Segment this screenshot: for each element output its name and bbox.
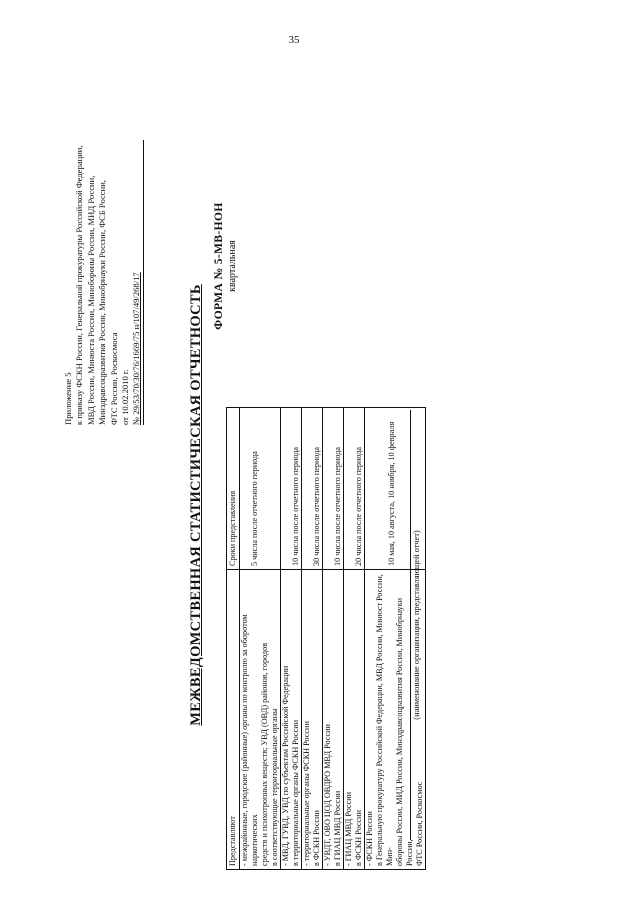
presenter-line: - ФСКН России xyxy=(365,811,374,866)
presenter-line: в ФСКН России xyxy=(312,810,321,866)
deadline-cell xyxy=(281,408,302,570)
deadline-text: 5 числа после отчетного периода xyxy=(250,451,259,566)
appendix-rule xyxy=(143,140,144,425)
presenter-line: - МВД, ГУВД, УВД по субъектам Российской Федерации xyxy=(281,665,290,866)
table-row xyxy=(302,408,323,870)
presenter-line: в Генеральную прокуратуру Российской Федерации, МВД России, Минюст России, Мин- xyxy=(375,574,394,866)
deadline-text: 10 числа после отчетного периода xyxy=(333,446,342,566)
deadline-text: 30 числа после отчетного периода xyxy=(312,446,321,566)
appendix-line: МВД России, Минюста России, Минобороны России, МИД России, xyxy=(85,175,96,425)
presenter-line: - территориальные органы ФСКН России xyxy=(302,721,311,866)
presenter-cell xyxy=(302,570,323,870)
document-title: МЕЖВЕДОМСТВЕННАЯ СТАТИСТИЧЕСКАЯ ОТЧЕТНОСТЬ xyxy=(188,284,204,726)
form-period: квартальная xyxy=(227,240,238,292)
form-block xyxy=(213,140,238,392)
reporting-table xyxy=(226,407,426,870)
presenter-line: - межрайонные, городские (районные) органы по контролю за оборотом наркотических xyxy=(240,614,259,866)
presenter-cell xyxy=(344,570,365,870)
appendix-line: Приложение 5 xyxy=(63,372,73,425)
presenter-cell xyxy=(323,570,344,870)
deadline-cell xyxy=(323,408,344,570)
deadline-cell xyxy=(344,408,365,570)
appendix-date: от 10.02.2010 г. xyxy=(120,369,131,425)
organization-name-caption: (наименование организации, представляющей отчет) xyxy=(412,530,421,720)
presenter-line: в ФСКН России xyxy=(354,810,363,866)
rotated-document-body xyxy=(60,140,440,870)
presenter-line: в соответствующие территориальные органы xyxy=(270,708,279,866)
table-row xyxy=(281,408,302,870)
appendix-line: к приказу ФСКН России, Генеральной прокуратуры Российской Федерации, xyxy=(74,145,85,425)
presenter-line: в территориальные органы ФСКН России xyxy=(291,720,300,866)
presenter-line: обороны России, МИД России, Минздравсоцразвития России, Минобрнауки России, xyxy=(395,598,414,866)
header-presenter: Представляют xyxy=(227,570,240,870)
table-row xyxy=(323,408,344,870)
appendix-line: ФТС России, Роскосмоса xyxy=(108,332,119,425)
presenter-line: средств и психотропных веществ; УВД (ОВД) районов, городов xyxy=(260,642,269,866)
presenter-line: - ГИАЦ МВД России xyxy=(344,791,353,866)
presenter-line: в ГИАЦ МВД России xyxy=(333,790,342,866)
deadline-text: 10 мая, 10 августа, 10 ноября, 10 февраля xyxy=(387,421,396,566)
table-header-row xyxy=(227,408,240,870)
deadline-cell xyxy=(240,408,281,570)
appendix-line: Минздравсоцразвития России, Минобрнауки России, ФСБ России, xyxy=(97,180,108,425)
presenter-line: ФТС России, Роскосмос xyxy=(415,781,424,866)
appendix-header xyxy=(63,140,143,425)
organization-name-line xyxy=(410,410,411,840)
appendix-order-number: № 29/53/70/30/76/1669/75 н/107/49/268/17 xyxy=(131,272,142,425)
page-number: 35 xyxy=(288,34,300,46)
form-name: ФОРМА № 5-МВ-НОН xyxy=(213,202,225,330)
presenter-cell xyxy=(240,570,281,870)
presenter-cell xyxy=(281,570,302,870)
table-row xyxy=(344,408,365,870)
header-deadline: Сроки представления xyxy=(227,408,240,570)
deadline-cell xyxy=(302,408,323,570)
presenter-line: - УВДТ, ОВО ЦОД ОВДРО МВД России xyxy=(323,724,332,866)
deadline-text: 10 числа после отчетного периода xyxy=(291,446,300,566)
deadline-text: 20 числа после отчетного периода xyxy=(354,446,363,566)
table-row xyxy=(240,408,281,870)
